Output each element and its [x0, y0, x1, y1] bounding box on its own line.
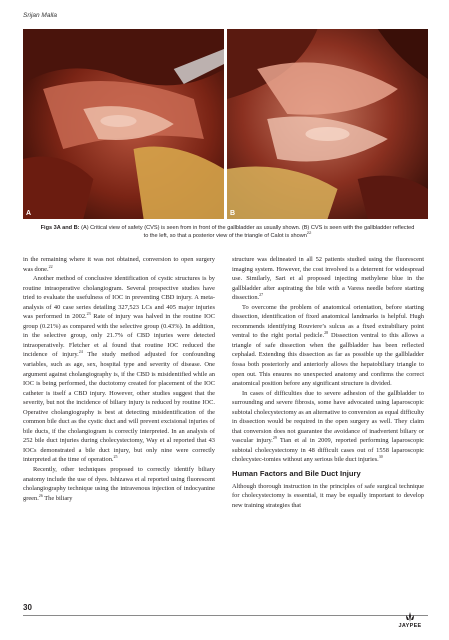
paragraph-text: Rate of injury was halved in the routine IOC group (0.21%) as compared with the selective group (0.43%). In addition, in the selective group, only 21.7% of CBD injuries were detected intraoperatively. Fletcher et al found that routine IOC reduced the incidence of injury.: [23, 313, 215, 359]
paragraph-text: structure was delineated in all 52 patients studied using the fluorescent imaging system. However, the cost involved is a deterrent for widespread use. Similarly, Sari et al proposed injecting methylene blue in the gallbladder after aspirating the bile with a Varess needle before starting dissection.: [232, 256, 424, 302]
running-head: Srijan Malla: [23, 12, 57, 19]
page-number: 30: [23, 603, 32, 612]
citation: 24: [78, 349, 83, 355]
caption-reference: 22: [306, 230, 312, 236]
paragraph: [23, 274, 215, 465]
publisher-logo-icon: [404, 612, 416, 622]
paragraph: [23, 465, 215, 503]
paragraph: [232, 389, 424, 465]
paragraph-text: Recently, other techniques proposed to correctly identify biliary anatomy include the use of dyes. Ishizawa et al reported using fluorescent cholangiography technique using the intravenous injection of indocyanine green.: [23, 466, 215, 502]
paragraph-text: in the remaining where it was not obtained, conversion to open surgery was done.: [23, 256, 215, 273]
paragraph: Although thorough instruction in the principles of safe surgical technique for cholecystectomy is essential, it may be equally important to develop new training strategies that: [232, 482, 424, 509]
footer-rule: [23, 615, 428, 616]
paragraph-text: To overcome the problem of anatomical orientation, before starting dissection, identification of fixed anatomical landmarks is helpful. Hugh recommends identifying Rouviere’s sulcus as a fixed extrabiliary point ventral to the right portal pedicle.: [232, 303, 424, 340]
publisher-logo: [392, 612, 428, 632]
laparoscopic-photo-a: [23, 29, 224, 219]
figure-caption: [40, 224, 415, 240]
right-column: [232, 255, 424, 510]
paragraph: [232, 255, 424, 303]
citation: 27: [259, 292, 264, 298]
paragraph-text: The biliary: [42, 494, 73, 502]
paragraph-text: The study method adjusted for confounding variables, such as age, sex, hospital type and severity of disease. One argument against cholangiography is, if the CBD is misidentified while an IOC is being performed, the ductotomy created for placement of the IOC catheter is itself a CBD injury. However, other studies suggest that the severity, but not the incidence of biliary injury is reduced by routine IOC. Operative cholangiography is best at detecting misidentification of the common bile duct as the cystic duct and will prevent excisional injuries of bile ducts, if the cholangiogram is correctly interpreted. In an analysis of 252 bile duct injuries during cholecystectomy, Way et al reported that 43 IOCs demonstrated a bile duct injury, but only nine were correctly interpreted at the time of operation.: [23, 351, 215, 464]
section-heading: Human Factors and Bile Duct Injury: [232, 469, 361, 479]
laparoscopic-photo-b: [227, 29, 428, 219]
citation: 30: [378, 454, 383, 460]
figure-panel-a: [23, 29, 224, 219]
panel-label-b: B: [230, 210, 236, 217]
citation: 23: [86, 311, 91, 317]
paragraph-text: Another method of conclusive identification of cystic structures is by routine intraoperative cholangiogram. Several prospective studies have tried to evaluate the usefulness of IOC in preventing CBD injury. A meta-analysis of 40 case series detailing 327,523 LCs and 405 major injuries was performed in 2002.: [23, 275, 215, 321]
citation: 29: [272, 435, 277, 441]
citation: 26: [38, 492, 43, 498]
paragraph-text: In cases of difficulties due to severe adhesion of the gallbladder to surrounding and severe fibrosis, some have advocated using laparoscopic subtotal cholecystectomy as an alternative to conversion as equal difficulty in dissection would be required in the open surgery as well. They claim that conversion does not guarantee the avoidance of inadvertent biliary or vascular injury.: [232, 389, 424, 445]
left-column: [23, 255, 215, 503]
citation: 22: [48, 263, 53, 269]
citation: 28: [324, 330, 329, 336]
paragraph-text: Dissection ventral to this allows a triangle of safe dissection when the gallbladder has been reflected cephalad. Extending this dissection as far as possible up the gallbladder fossa both posteriorly and anteriorly allows the hepatobiliary triangle to open out. This ensures no unexpected anatomy and confirms the correct anatomical position before any significant structure is divided.: [232, 332, 424, 388]
caption-label: Figs 3A and B:: [40, 225, 80, 231]
figure: [23, 29, 428, 219]
citation: 25: [113, 454, 118, 460]
caption-text: (A) Critical view of safety (CVS) is seen from in front of the gallbladder as usually shown. (B) CVS is seen with the gallbladder reflected to the left, so that a posterior view of the triangle of Calot is shown: [79, 225, 415, 239]
publisher-name: JAYPEE: [398, 623, 422, 629]
paragraph-text: Tian et al in 2009, reported performing laparoscopic subtotal cholecystectomy in 48 difficult cases out of 1558 laparoscopic cholecystec-tomies without any serious bile duct injuries.: [232, 437, 425, 464]
panel-label-a: A: [26, 210, 32, 217]
figure-panel-b: [227, 29, 428, 219]
paragraph: [232, 303, 424, 389]
paragraph: [23, 255, 215, 274]
